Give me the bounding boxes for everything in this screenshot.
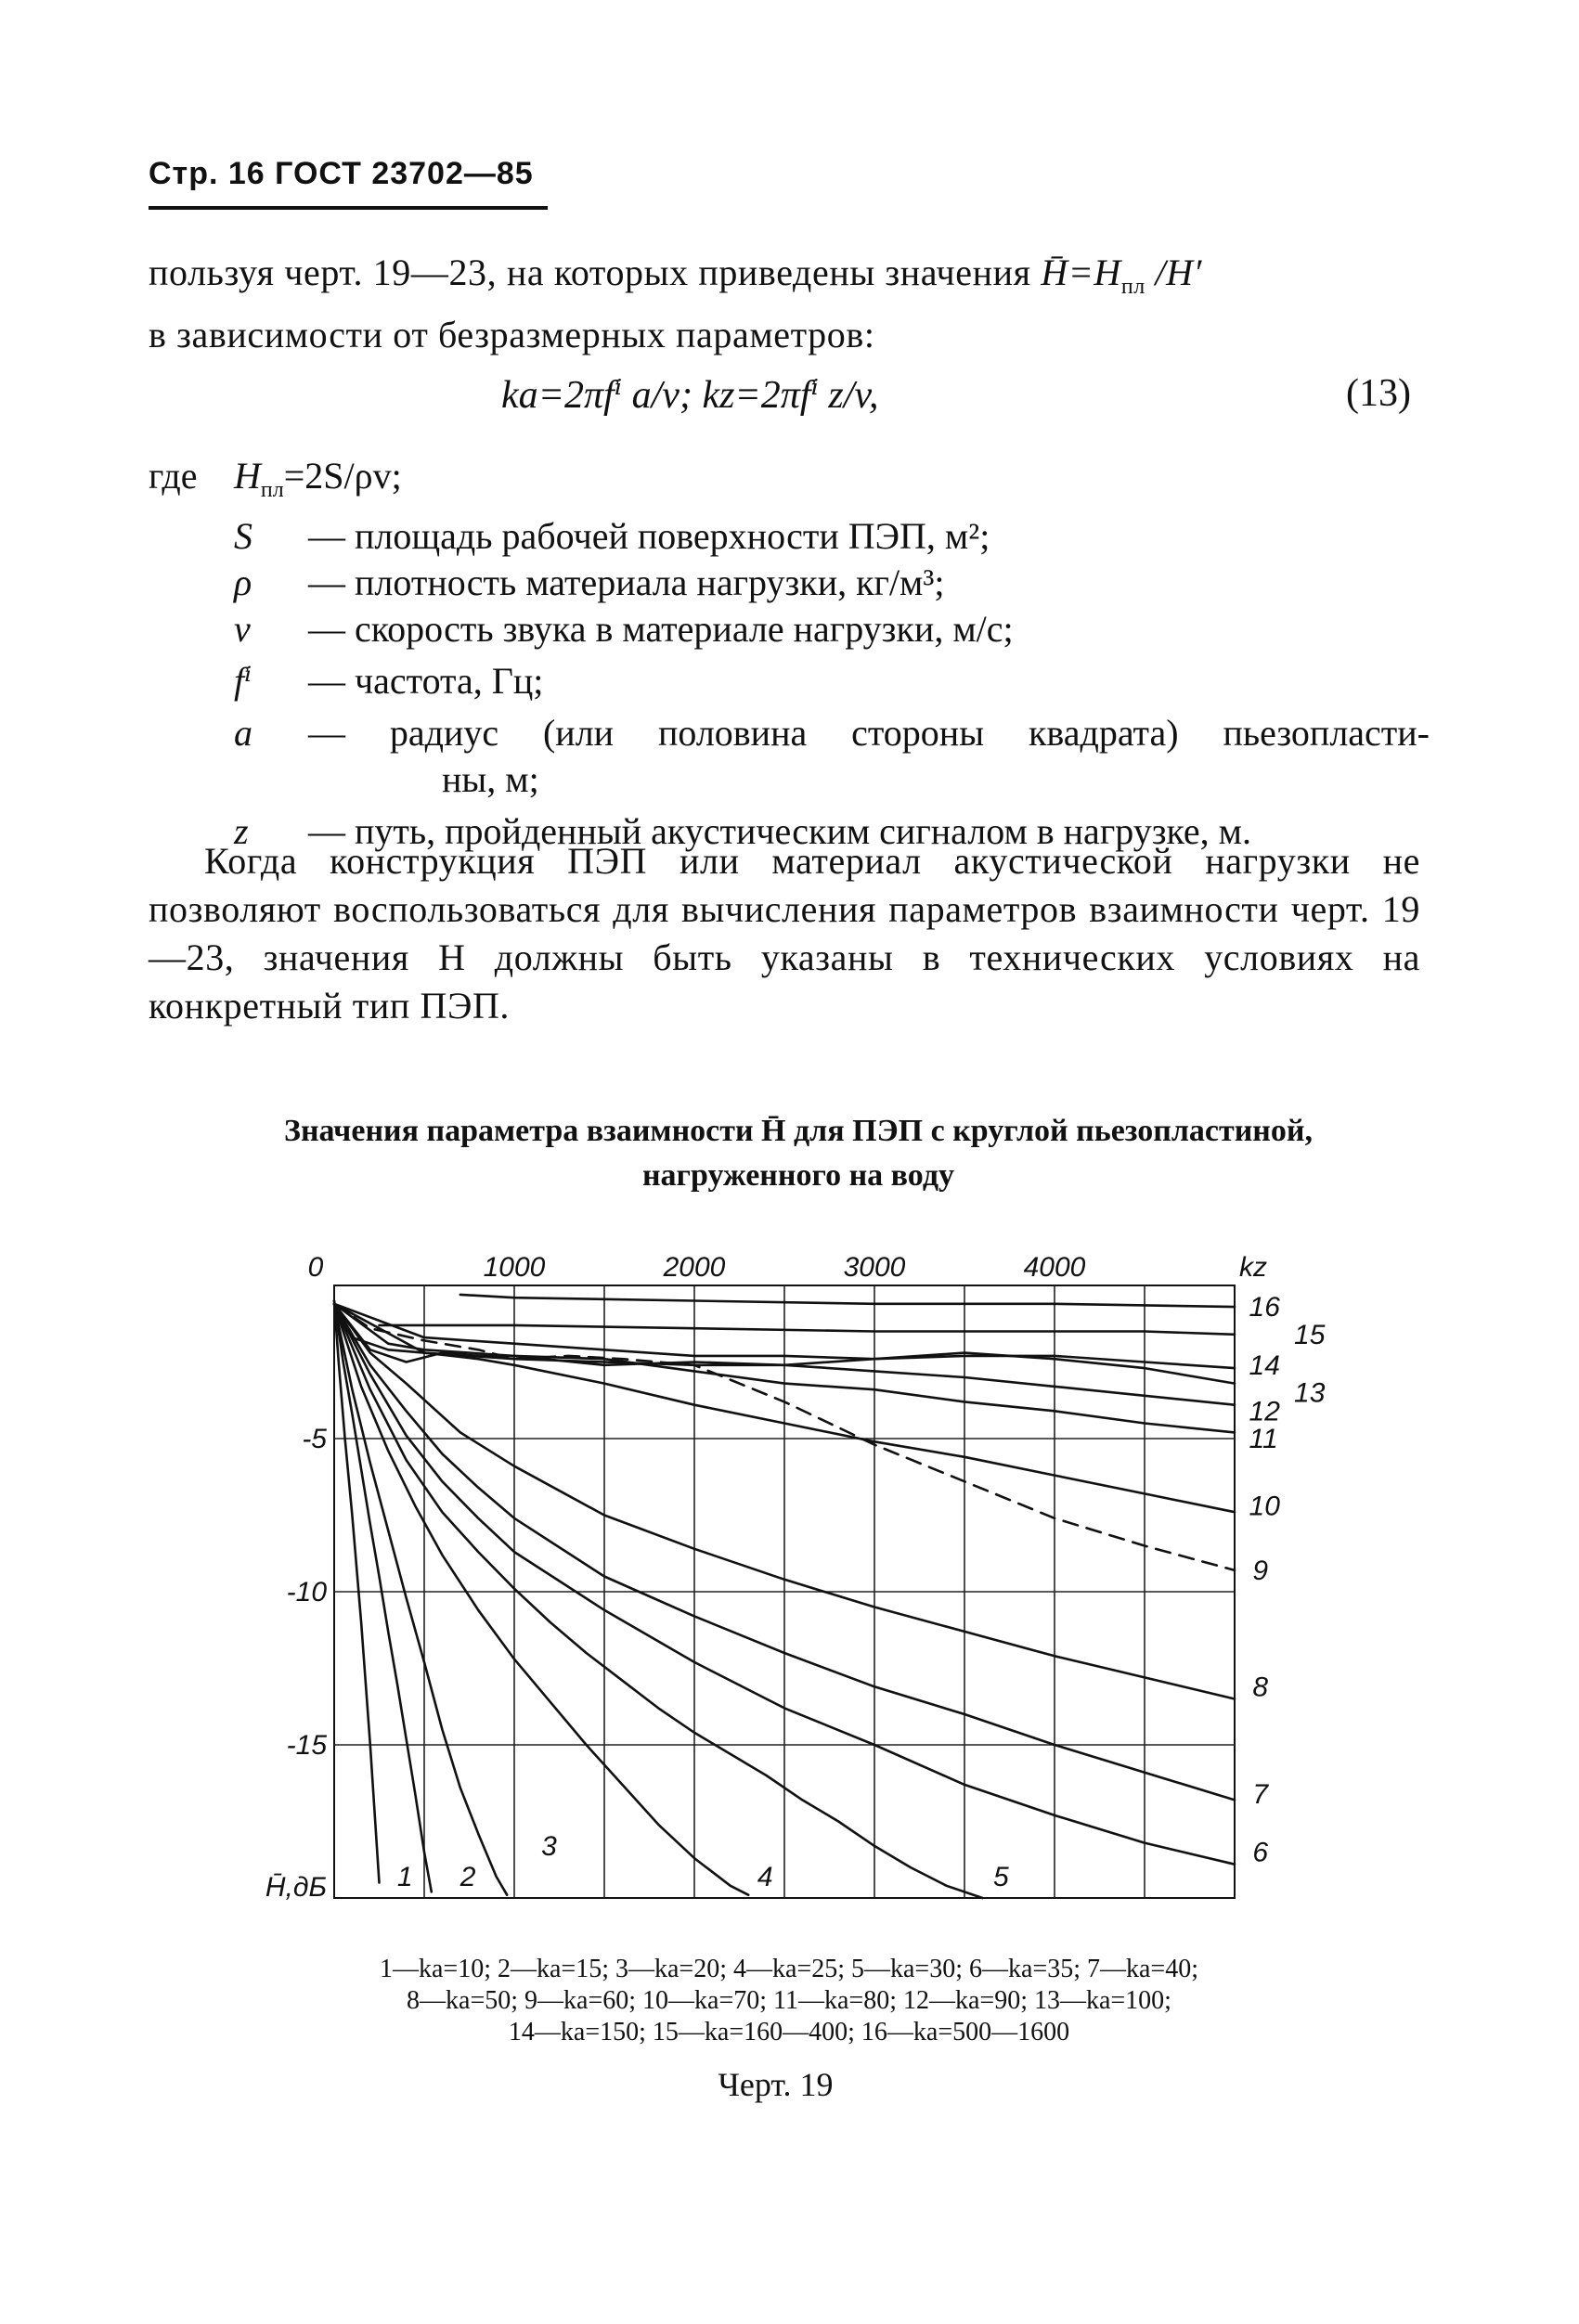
definitions-lead: где	[149, 455, 198, 497]
intro-line-1-text: пользуя черт. 19—23, на которых приведены значения	[149, 252, 1042, 293]
figure-label	[0, 2065, 1579, 2104]
definition-text: — путь, пройденный акустическим сигналом в нагрузке, м.	[308, 810, 1251, 852]
definition-text: =2S/ρv;	[283, 455, 402, 497]
curve-label-7: 7	[1252, 1778, 1269, 1810]
chart-legend	[232, 1954, 1346, 2048]
reciprocity-chart	[232, 1248, 1346, 1935]
y-tick-label: -10	[286, 1577, 327, 1607]
curve-label-6: 6	[1252, 1837, 1269, 1868]
page-header: Стр. 16 ГОСТ 23702—85	[149, 156, 534, 191]
definition-text: — скорость звука в материале нагрузки, м/с;	[308, 608, 1014, 650]
definition-term: H	[234, 455, 261, 497]
curve-label-4: 4	[757, 1861, 773, 1892]
definition-item	[149, 513, 1430, 560]
curve-label-10: 10	[1249, 1491, 1280, 1522]
definition-text: — радиус (или половина стороны квадрата) пьезопласти-	[308, 712, 1430, 754]
definition-text: — плотность материала нагрузки, кг/м³;	[308, 562, 945, 603]
figure-label-text: Черт. 19	[718, 2066, 834, 2103]
h-subscript: пл	[1120, 275, 1145, 299]
chart-title	[149, 1109, 1448, 1198]
definition-term: S	[234, 515, 252, 557]
definition-item	[149, 658, 1430, 704]
legend-line: 1—ka=10; 2—ka=15; 3—ka=20; 4—ka=25; 5—ka=30; 6—ka=35; 7—ka=40;	[380, 1955, 1198, 1983]
definition-text: — частота, Гц;	[308, 660, 544, 702]
definition-term: z	[234, 810, 249, 852]
definition-term: fⁱ	[234, 660, 252, 702]
h-prime-symbol: /H′	[1145, 252, 1203, 293]
definition-term: ρ	[234, 562, 252, 603]
x-tick-label: 4000	[1023, 1252, 1086, 1283]
definition-term: a	[234, 712, 252, 754]
paragraph-2: Когда конструкция ПЭП или материал акустической нагрузки не позволяют воспользоваться для вычисления параметров взаимности черт. 19—23, значения H должны быть указаны в технических условиях на конкретный тип ПЭП.	[149, 840, 1420, 1026]
definition-item	[149, 710, 1430, 756]
curve-label-3: 3	[541, 1830, 557, 1862]
curve-label-13: 13	[1294, 1377, 1326, 1409]
legend-line: 14—ka=150; 15—ka=160—400; 16—ka=500—1600	[508, 2018, 1070, 2046]
x-axis-label: kz	[1239, 1252, 1267, 1283]
definition-term: v	[234, 608, 251, 650]
curve-label-8: 8	[1252, 1672, 1269, 1703]
curve-15	[380, 1325, 1236, 1335]
y-axis-label: H̄,дБ	[265, 1872, 327, 1903]
intro-line-2: в зависимости от безразмерных параметров:	[149, 314, 875, 355]
y-tick-label: -5	[302, 1424, 327, 1454]
header-rule	[149, 206, 548, 210]
x-tick-label: 3000	[843, 1252, 906, 1283]
curve-label-14: 14	[1249, 1349, 1280, 1381]
intro-paragraph	[149, 249, 1420, 359]
x-tick-label: 2000	[663, 1252, 726, 1283]
definition-text: — площадь рабочей поверхности ПЭП, м²;	[308, 515, 990, 557]
curve-16	[460, 1295, 1235, 1307]
x-tick-label: 0	[307, 1252, 324, 1283]
curve-label-5: 5	[993, 1861, 1009, 1892]
definition-sub: пл	[260, 478, 284, 502]
definition-item	[149, 606, 1430, 652]
intro-line-1	[149, 249, 1420, 311]
curve-label-9: 9	[1252, 1555, 1269, 1586]
curve-label-11: 11	[1249, 1424, 1278, 1454]
formula-13: ka=2πfⁱ a/v; kz=2πfⁱ z/v,	[501, 374, 879, 417]
definition-h-pl	[234, 453, 1430, 513]
curve-label-2: 2	[459, 1861, 476, 1892]
h-bar-symbol: H̄=H	[1041, 252, 1121, 293]
definitions-list	[149, 453, 1430, 855]
curve-label-1: 1	[396, 1861, 413, 1892]
chart-title-line-1: Значения параметра взаимности H̄ для ПЭП с круглой пьезопластиной,	[284, 1114, 1313, 1148]
curve-2	[334, 1301, 432, 1892]
formula-number: (13)	[1346, 372, 1411, 415]
chart-title-line-2: нагруженного на воду	[641, 1158, 955, 1193]
definition-item	[149, 560, 1430, 606]
legend-line: 8—ka=50; 9—ka=60; 10—ka=70; 11—ka=80; 12—ka=90; 13—ka=100;	[407, 1986, 1171, 2015]
curve-label-12: 12	[1249, 1396, 1280, 1427]
y-tick-label: -15	[286, 1730, 327, 1761]
curve-label-16: 16	[1249, 1292, 1280, 1323]
curve-4	[334, 1304, 748, 1895]
curve-label-15: 15	[1294, 1319, 1326, 1350]
definition-continuation: ны, м;	[442, 758, 539, 800]
x-tick-label: 1000	[483, 1252, 546, 1283]
definition-item	[149, 453, 1430, 513]
